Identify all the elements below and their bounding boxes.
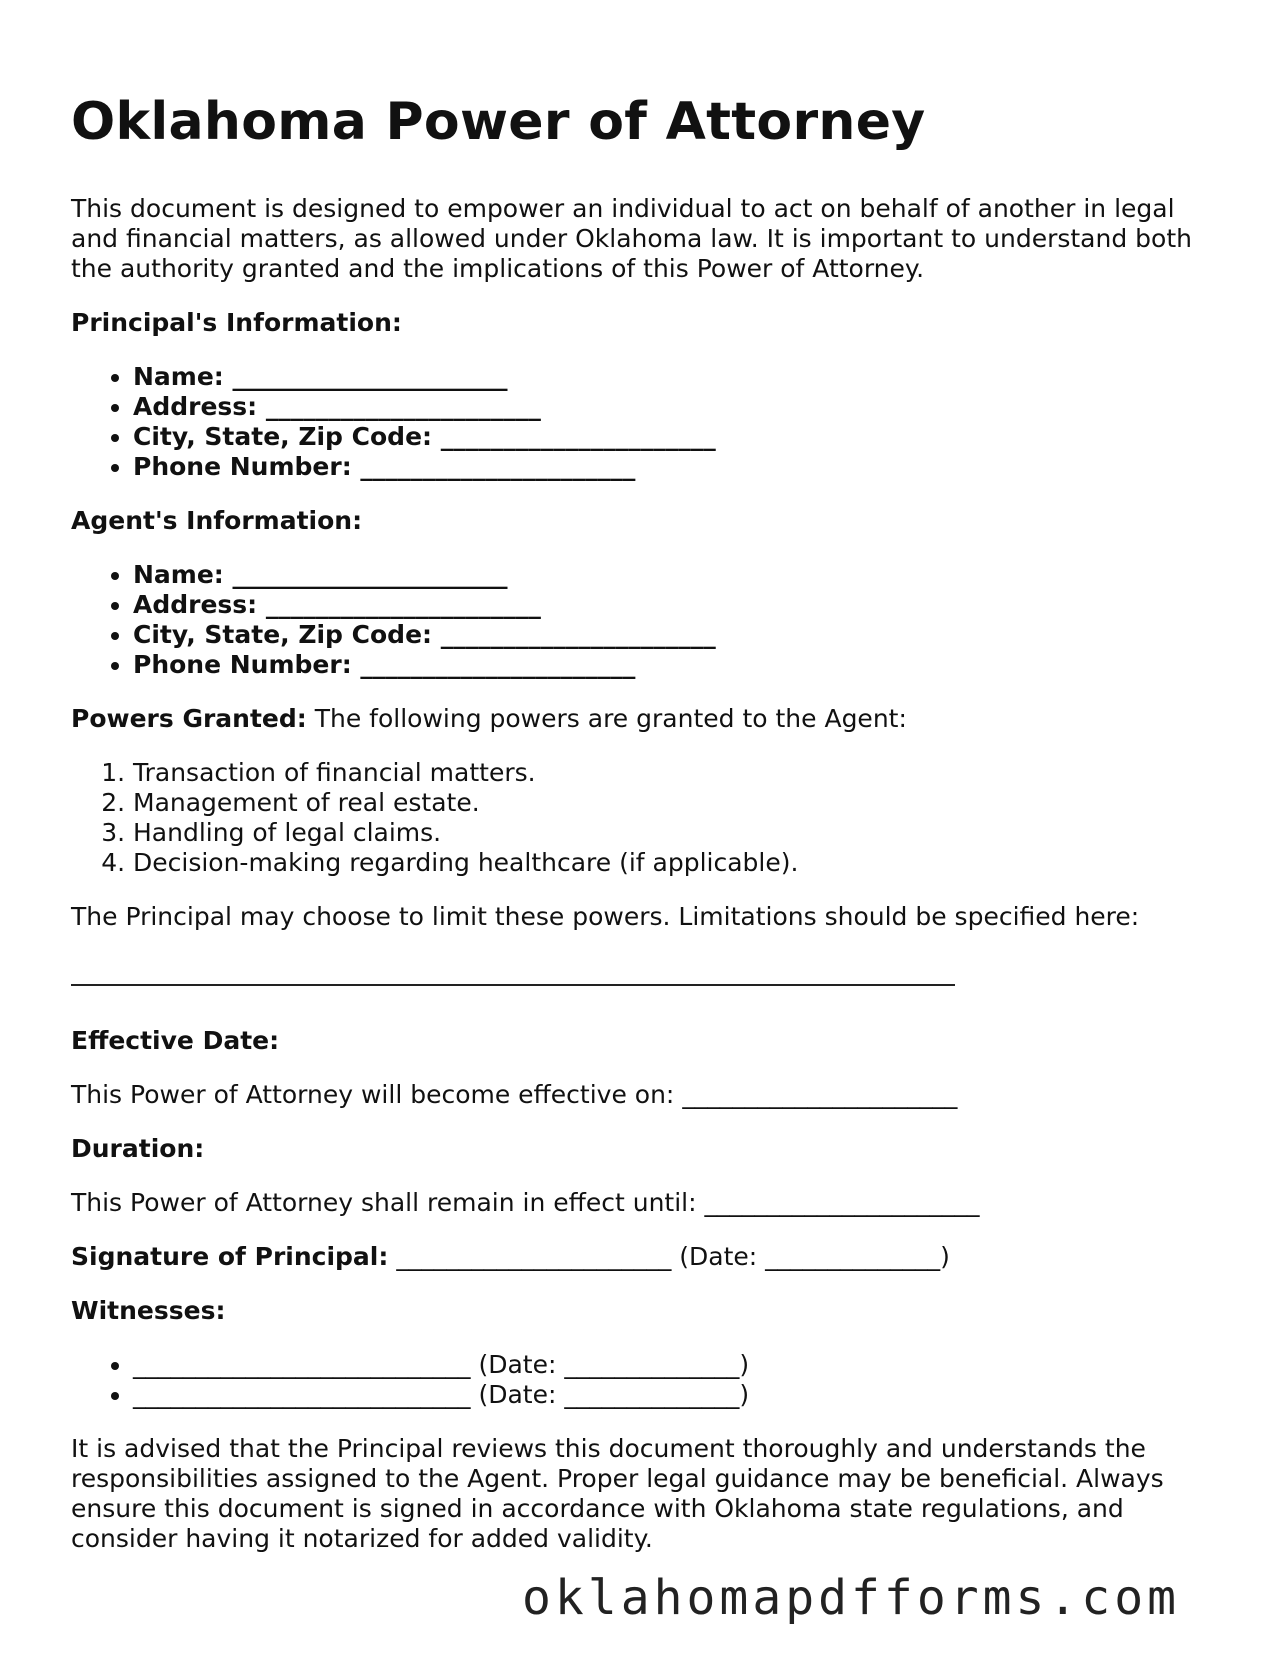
phone-blank[interactable]: ______________________ bbox=[360, 452, 636, 481]
principal-address-field: • Address: ______________________ bbox=[133, 392, 1211, 422]
city-blank[interactable]: ______________________ bbox=[440, 422, 716, 451]
witness-item bbox=[133, 1350, 1211, 1380]
address-blank[interactable]: ______________________ bbox=[265, 590, 541, 619]
witnesses-list bbox=[71, 1350, 1211, 1410]
phone-blank[interactable]: ______________________ bbox=[360, 650, 636, 679]
power-item: 4. Decision-making regarding healthcare (if applicable). bbox=[133, 848, 1211, 878]
city-blank[interactable]: ______________________ bbox=[440, 620, 716, 649]
witness-signature-blank[interactable]: ___________________________ bbox=[133, 1350, 471, 1379]
signature-blank[interactable]: ______________________ bbox=[396, 1242, 672, 1271]
principal-fields bbox=[71, 362, 1211, 482]
witness-date[interactable]: (Date: ______________) bbox=[478, 1380, 750, 1409]
agent-heading: Agent's Information: bbox=[71, 506, 363, 535]
powers-intro bbox=[71, 704, 1211, 734]
duration-heading: Duration: bbox=[71, 1134, 205, 1163]
page-title: Oklahoma Power of Attorney bbox=[71, 92, 926, 152]
principal-heading: Principal's Information: bbox=[71, 308, 402, 337]
address-blank[interactable]: ______________________ bbox=[265, 392, 541, 421]
effective-date-line: This Power of Attorney will become effective on: ______________________ bbox=[71, 1080, 958, 1109]
signature-line bbox=[71, 1242, 1211, 1272]
powers-lead: The following powers are granted to the Agent: bbox=[314, 704, 907, 733]
witness-date[interactable]: (Date: ______________) bbox=[478, 1350, 750, 1379]
name-blank[interactable]: ______________________ bbox=[232, 560, 508, 589]
agent-name-field: • Name: ______________________ bbox=[133, 560, 1211, 590]
agent-phone-field: • Phone Number: ______________________ bbox=[133, 650, 1211, 680]
agent-fields bbox=[71, 560, 1211, 680]
powers-heading: Powers Granted: bbox=[71, 704, 307, 733]
witness-signature-blank[interactable]: ___________________________ bbox=[133, 1380, 471, 1409]
closing-paragraph: It is advised that the Principal reviews this document thoroughly and understands the responsibilities assigned to the Agent. Proper legal guidance may be beneficial. Always ensure this document is signed in accordance with Oklahoma state regulations, and consider having it notarized for added validity. bbox=[71, 1434, 1164, 1553]
powers-list bbox=[71, 758, 1211, 878]
principal-phone-field: • Phone Number: ______________________ bbox=[133, 452, 1211, 482]
signature-label: Signature of Principal: bbox=[71, 1242, 389, 1271]
principal-name-field: • Name: ______________________ bbox=[133, 362, 1211, 392]
intro-paragraph: This document is designed to empower an individual to act on behalf of another in legal and financial matters, as allowed under Oklahoma law. It is important to understand both the authority granted and the implications of this Power of Attorney. bbox=[71, 194, 1192, 283]
limitations-blank-line[interactable] bbox=[71, 984, 955, 986]
principal-city-field: • City, State, Zip Code: ______________________ bbox=[133, 422, 1211, 452]
effective-date-blank[interactable]: ______________________ bbox=[682, 1080, 958, 1109]
limitations-text: The Principal may choose to limit these powers. Limitations should be specified here: bbox=[71, 902, 1140, 931]
agent-address-field: • Address: ______________________ bbox=[133, 590, 1211, 620]
duration-line: This Power of Attorney shall remain in effect until: ______________________ bbox=[71, 1188, 980, 1217]
power-item: 3. Handling of legal claims. bbox=[133, 818, 1211, 848]
signature-date[interactable]: (Date: ______________) bbox=[679, 1242, 950, 1271]
power-item: 1. Transaction of financial matters. bbox=[133, 758, 1211, 788]
name-blank[interactable]: ______________________ bbox=[232, 362, 508, 391]
power-item: 2. Management of real estate. bbox=[133, 788, 1211, 818]
agent-city-field: • City, State, Zip Code: ______________________ bbox=[133, 620, 1211, 650]
effective-date-heading: Effective Date: bbox=[71, 1026, 280, 1055]
site-watermark: oklahomapdfforms.com bbox=[522, 1570, 1180, 1626]
witness-item bbox=[133, 1380, 1211, 1410]
witnesses-heading: Witnesses: bbox=[71, 1296, 226, 1325]
document-page bbox=[71, 88, 1211, 1554]
duration-blank[interactable]: ______________________ bbox=[704, 1188, 980, 1217]
